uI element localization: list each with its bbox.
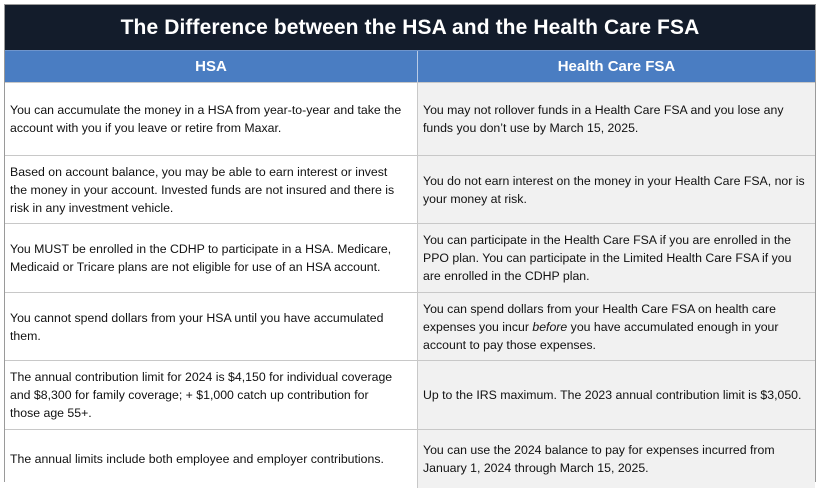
table-row [5, 82, 815, 155]
hsa-cell: Based on account balance, you may be able to earn interest or invest the money in your account. Invested funds are not insured and there is risk in any investment vehicle. [5, 156, 418, 223]
header-health-care-fsa: Health Care FSA [557, 58, 676, 75]
fsa-cell: You may not rollover funds in a Health Care FSA and you lose any funds you don’t use by March 15, 2025. [418, 83, 815, 155]
table-row [5, 155, 815, 223]
fsa-text-before: You can spend dollars from your Health Care FSA on health care expenses you incur [423, 301, 776, 334]
header-row [5, 50, 815, 82]
fsa-cell: You can participate in the Health Care FSA if you are enrolled in the PPO plan. You can participate in the Limited Health Care FSA if you are enrolled in the CDHP plan. [418, 224, 815, 292]
fsa-cell: You do not earn interest on the money in your Health Care FSA, nor is your money at risk. [418, 156, 815, 223]
hsa-cell: You can accumulate the money in a HSA from year-to-year and take the account with you if you leave or retire from Maxar. [5, 83, 418, 155]
hsa-cell: You MUST be enrolled in the CDHP to participate in a HSA. Medicare, Medicaid or Tricare plans are not eligible for use of an HSA account. [5, 224, 418, 292]
hsa-cell: The annual limits include both employee and employer contributions. [5, 430, 418, 488]
table-row [5, 429, 815, 488]
fsa-cell [418, 293, 815, 360]
fsa-text-emphasis: before [532, 319, 568, 334]
fsa-cell: Up to the IRS maximum. The 2023 annual contribution limit is $3,050. [418, 361, 815, 429]
fsa-cell: You can use the 2024 balance to pay for expenses incurred from January 1, 2024 through March 15, 2025. [418, 430, 815, 488]
header-hsa: HSA [5, 51, 418, 82]
fsa-text-after: you have accumulated enough in your account to pay those expenses. [423, 319, 779, 352]
table-title: The Difference between the HSA and the Health Care FSA [5, 5, 815, 50]
table-row [5, 223, 815, 292]
table-row [5, 360, 815, 429]
comparison-table [4, 4, 816, 482]
table-row [5, 292, 815, 360]
hsa-cell: The annual contribution limit for 2024 is $4,150 for individual coverage and $8,300 for family coverage; + $1,000 catch up contribution for those age 55+. [5, 361, 418, 429]
hsa-cell: You cannot spend dollars from your HSA until you have accumulated them. [5, 293, 418, 360]
table-body [5, 82, 815, 488]
